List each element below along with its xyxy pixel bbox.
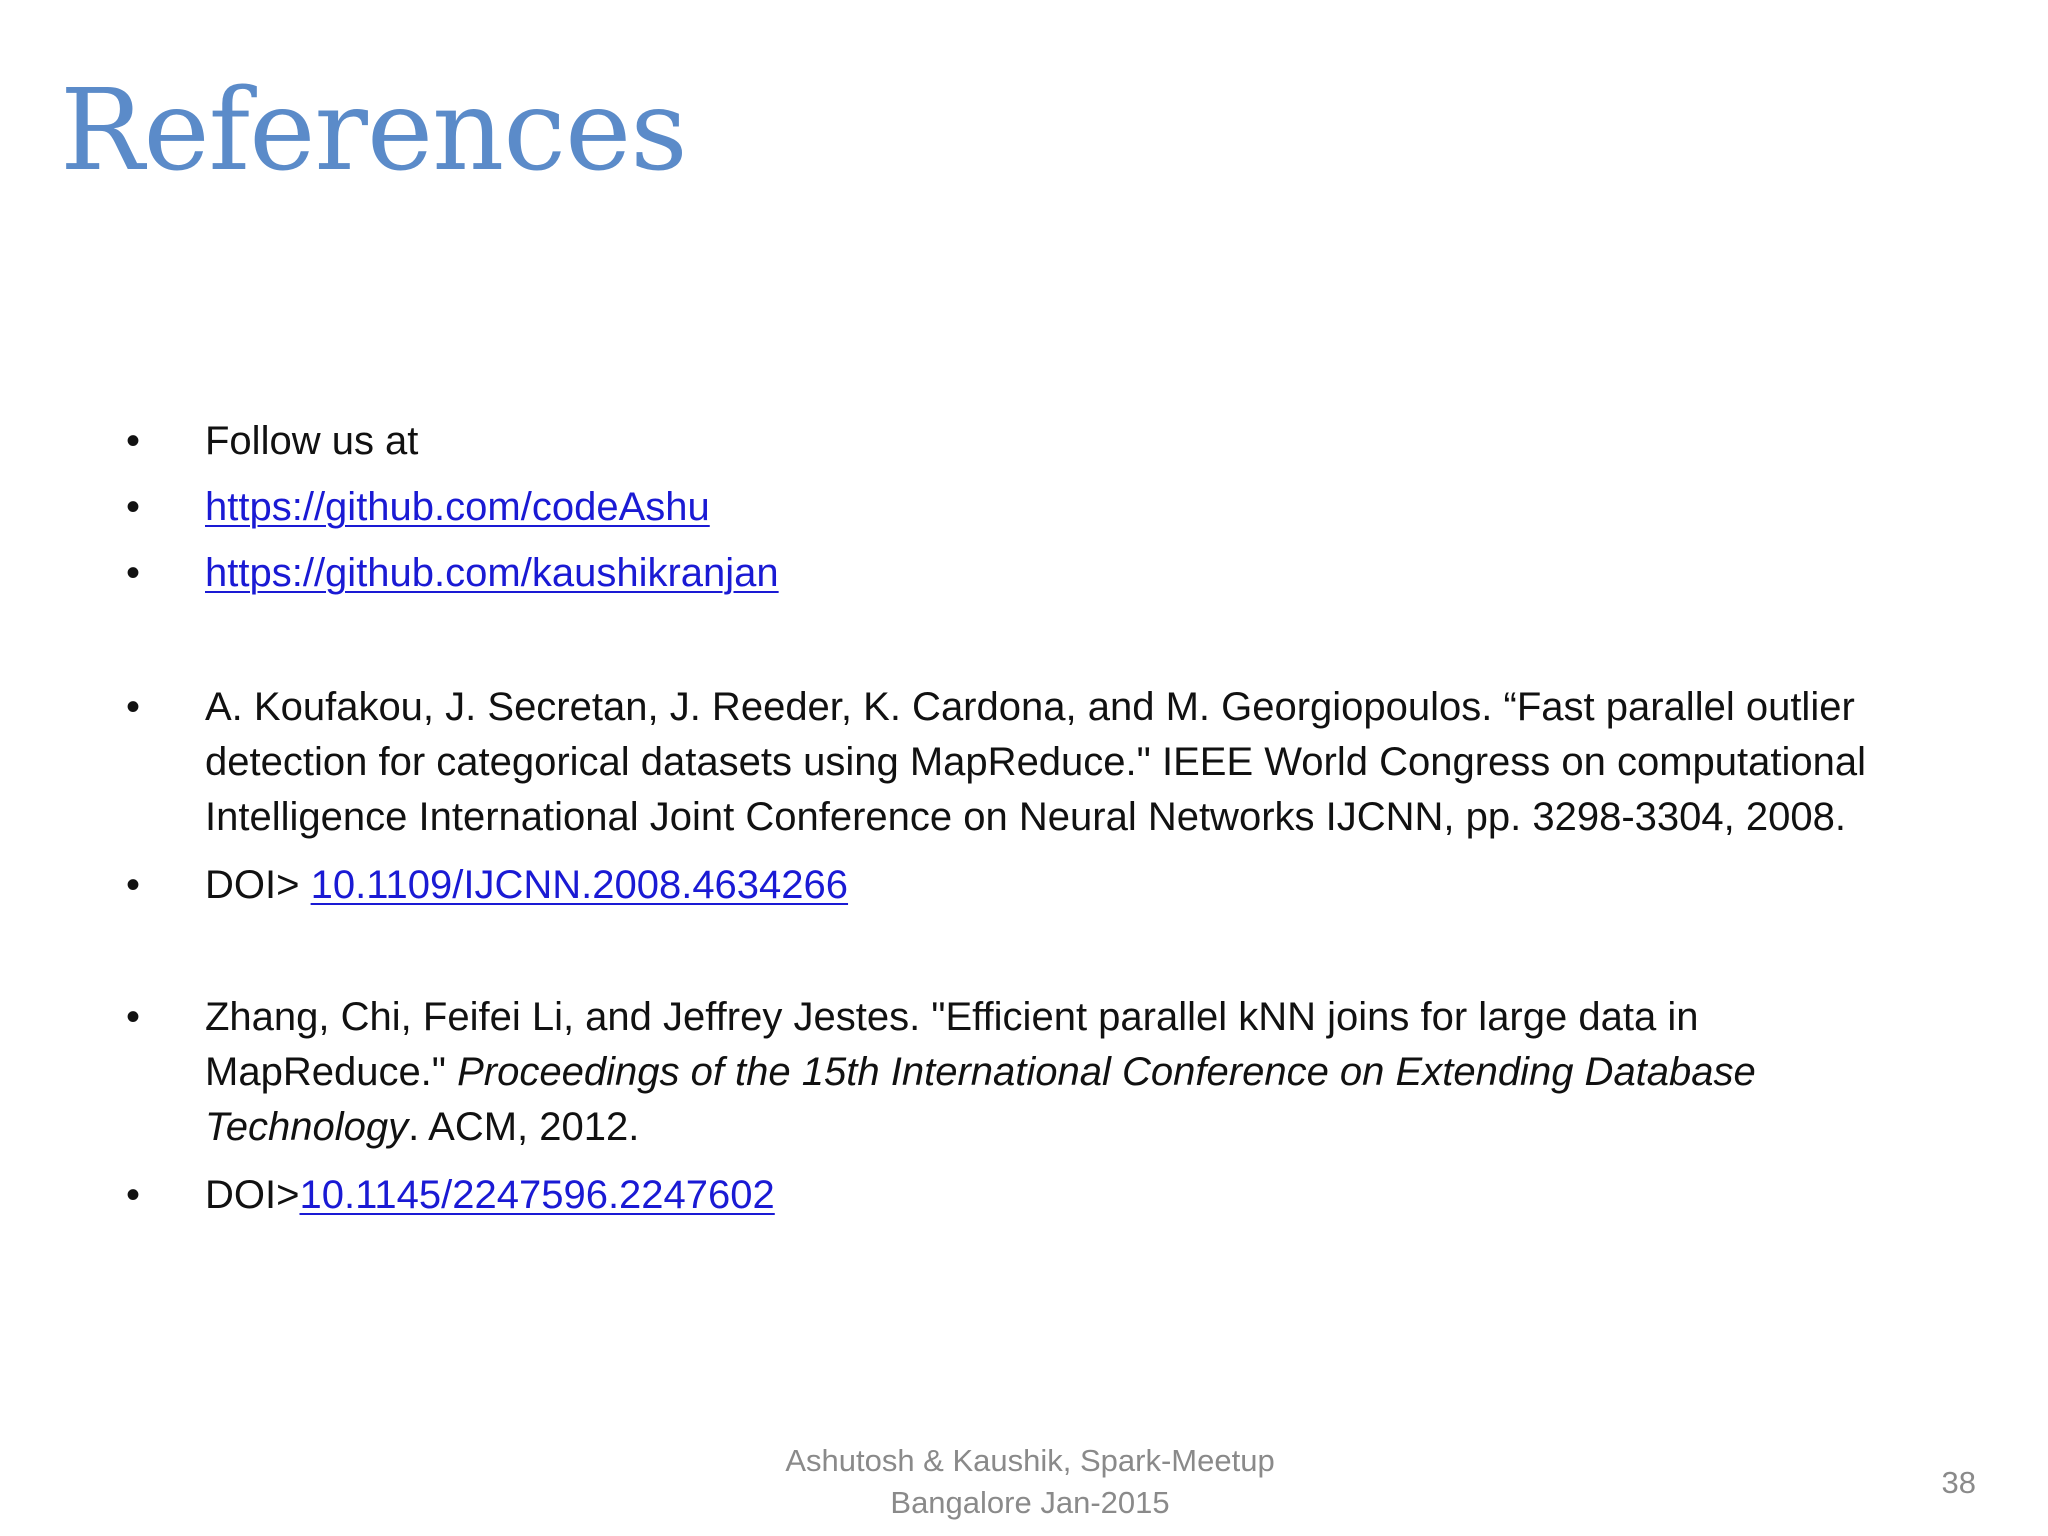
page-number: 38 bbox=[1941, 1465, 1976, 1500]
reference-text: A. Koufakou, J. Secretan, J. Reeder, K. Cardona, and M. Georgiopoulos. “Fast parallel outlier detection for categorical datasets using MapReduce." IEEE World Congress on computational Intelligence International Joint Conference on Neural Networks IJCNN, pp. 3298-3304, 2008. bbox=[205, 685, 1867, 839]
doi-label: DOI> bbox=[205, 863, 311, 907]
footer-authors: Ashutosh & Kaushik, Spark-Meetup bbox=[785, 1443, 1275, 1478]
footer-event: Bangalore Jan-2015 bbox=[890, 1485, 1170, 1520]
github-link-codeashu[interactable]: https://github.com/codeAshu bbox=[205, 485, 710, 529]
follow-label: Follow us at bbox=[205, 419, 419, 463]
bullet-icon: • bbox=[126, 551, 141, 595]
slide-title: References bbox=[60, 66, 687, 196]
bullet-icon: • bbox=[126, 485, 141, 529]
bullet-icon: • bbox=[126, 863, 141, 907]
bullet-icon: • bbox=[126, 995, 141, 1039]
bullet-icon: • bbox=[126, 419, 141, 463]
doi-link-1[interactable]: 10.1109/IJCNN.2008.4634266 bbox=[310, 863, 849, 907]
reference-text: Zhang, Chi, Feifei Li, and Jeffrey Jestes. "Efficient parallel kNN joins for large data in MapReduce." Proceedings of the 15th International Conference on Extending Database Technology. ACM, 2012. bbox=[205, 995, 1756, 1149]
bullet-icon: • bbox=[126, 685, 141, 729]
bullet-icon: • bbox=[126, 1173, 141, 1217]
slide-footer bbox=[680, 1440, 1380, 1524]
github-link-kaushikranjan[interactable]: https://github.com/kaushikranjan bbox=[205, 551, 779, 595]
doi-link-2[interactable]: 10.1145/2247596.2247602 bbox=[299, 1173, 775, 1217]
doi-label: DOI> bbox=[205, 1173, 300, 1217]
